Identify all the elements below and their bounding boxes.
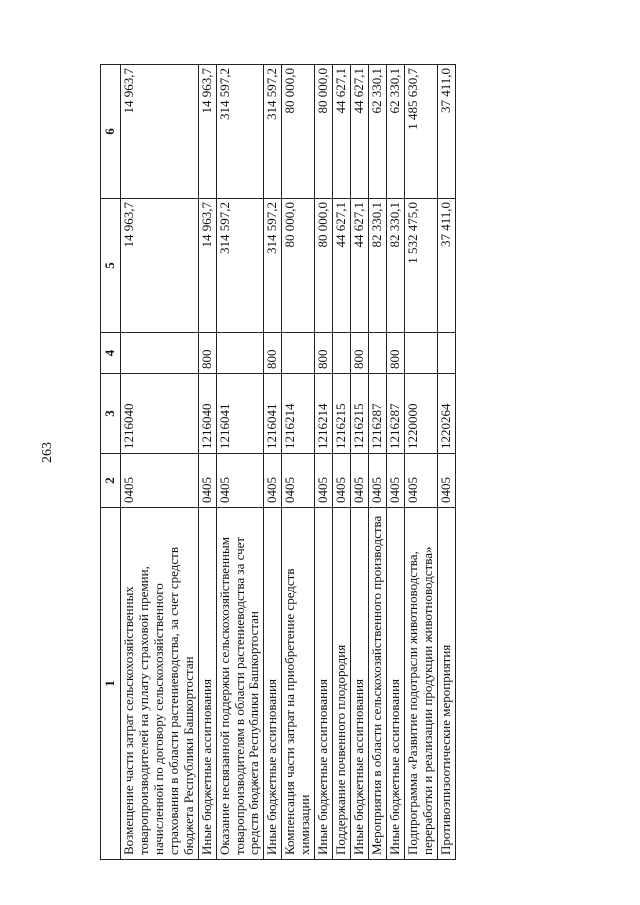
row-amount-2: 314 597,2	[216, 65, 264, 199]
row-section: 0405	[315, 454, 333, 508]
table-row	[264, 65, 282, 860]
row-name: Подпрограмма «Развитие подотрасли животноводства, переработки и реализации продукции животноводства»	[404, 508, 437, 860]
row-target-code: 1216215	[333, 374, 351, 454]
header-col-1: 1	[101, 508, 121, 860]
row-section: 0405	[282, 454, 315, 508]
table-row	[315, 65, 333, 860]
row-section: 0405	[351, 454, 369, 508]
row-expense-type: 800	[264, 333, 282, 374]
row-target-code: 1220000	[404, 374, 437, 454]
row-target-code: 1216040	[198, 374, 216, 454]
row-target-code: 1216287	[369, 374, 387, 454]
row-name: Иные бюджетные ассигнования	[386, 508, 404, 860]
row-amount-1: 37 411,0	[437, 199, 455, 333]
row-target-code: 1216041	[264, 374, 282, 454]
row-expense-type	[404, 333, 437, 374]
header-col-6: 6	[101, 65, 121, 199]
row-section: 0405	[216, 454, 264, 508]
row-expense-type	[369, 333, 387, 374]
row-expense-type: 800	[315, 333, 333, 374]
row-amount-2: 37 411,0	[437, 65, 455, 199]
row-amount-2: 62 330,1	[369, 65, 387, 199]
row-amount-1: 80 000,0	[282, 199, 315, 333]
row-amount-2: 1 485 630,7	[404, 65, 437, 199]
row-amount-1: 314 597,2	[264, 199, 282, 333]
row-section: 0405	[198, 454, 216, 508]
row-expense-type	[437, 333, 455, 374]
row-amount-2: 14 963,7	[120, 65, 198, 199]
row-section: 0405	[120, 454, 198, 508]
row-name: Оказание несвязанной поддержки сельскохозяйственным товаропроизводителям в области растениеводства за счет средств бюджета Республики Башкортостан	[216, 508, 264, 860]
row-amount-2: 44 627,1	[333, 65, 351, 199]
table-row	[282, 65, 315, 860]
row-expense-type: 800	[351, 333, 369, 374]
row-amount-1: 14 963,7	[198, 199, 216, 333]
row-target-code: 1216287	[386, 374, 404, 454]
row-target-code: 1216214	[282, 374, 315, 454]
row-amount-1: 314 597,2	[216, 199, 264, 333]
row-amount-2: 44 627,1	[351, 65, 369, 199]
row-name: Иные бюджетные ассигнования	[198, 508, 216, 860]
row-amount-2: 80 000,0	[282, 65, 315, 199]
header-col-3: 3	[101, 374, 121, 454]
row-amount-1: 44 627,1	[351, 199, 369, 333]
table-row	[437, 65, 455, 860]
row-section: 0405	[333, 454, 351, 508]
row-name: Мероприятия в области сельскохозяйственного производства	[369, 508, 387, 860]
row-amount-2: 314 597,2	[264, 65, 282, 199]
row-section: 0405	[386, 454, 404, 508]
row-name: Возмещение части затрат сельскохозяйственных товаропроизводителей на уплату страховой премии, начисленной по договору сельскохозяйственного страхования в области растениеводства, за счет средств бюджета Республики Башкортостан	[120, 508, 198, 860]
row-amount-1: 80 000,0	[315, 199, 333, 333]
header-row	[101, 65, 121, 860]
header-col-5: 5	[101, 199, 121, 333]
row-target-code: 1216215	[351, 374, 369, 454]
row-target-code: 1216040	[120, 374, 198, 454]
table-row	[216, 65, 264, 860]
budget-table	[100, 64, 456, 860]
row-name: Иные бюджетные ассигнования	[315, 508, 333, 860]
row-expense-type	[120, 333, 198, 374]
row-amount-1: 82 330,1	[369, 199, 387, 333]
row-name: Иные бюджетные ассигнования	[351, 508, 369, 860]
row-section: 0405	[437, 454, 455, 508]
table-row	[351, 65, 369, 860]
row-target-code: 1216041	[216, 374, 264, 454]
row-expense-type	[216, 333, 264, 374]
table-row	[198, 65, 216, 860]
row-section: 0405	[264, 454, 282, 508]
table-row	[386, 65, 404, 860]
page-number: 263	[40, 442, 55, 463]
table-row	[369, 65, 387, 860]
row-name: Противоэпизоотические мероприятия	[437, 508, 455, 860]
table-row	[404, 65, 437, 860]
row-name: Иные бюджетные ассигнования	[264, 508, 282, 860]
row-expense-type	[333, 333, 351, 374]
row-amount-1: 14 963,7	[120, 199, 198, 333]
row-amount-2: 80 000,0	[315, 65, 333, 199]
row-target-code: 1216214	[315, 374, 333, 454]
row-amount-1: 1 532 475,0	[404, 199, 437, 333]
row-expense-type	[282, 333, 315, 374]
row-amount-2: 62 330,1	[386, 65, 404, 199]
row-amount-1: 44 627,1	[333, 199, 351, 333]
table-row	[120, 65, 198, 860]
row-amount-1: 82 330,1	[386, 199, 404, 333]
row-amount-2: 14 963,7	[198, 65, 216, 199]
row-section: 0405	[404, 454, 437, 508]
row-name: Поддержание почвенного плодородия	[333, 508, 351, 860]
table-row	[333, 65, 351, 860]
header-col-4: 4	[101, 333, 121, 374]
rotated-page-content	[100, 65, 561, 860]
header-col-2: 2	[101, 454, 121, 508]
row-target-code: 1220264	[437, 374, 455, 454]
row-expense-type: 800	[198, 333, 216, 374]
row-section: 0405	[369, 454, 387, 508]
row-expense-type: 800	[386, 333, 404, 374]
row-name: Компенсация части затрат на приобретение средств химизации	[282, 508, 315, 860]
